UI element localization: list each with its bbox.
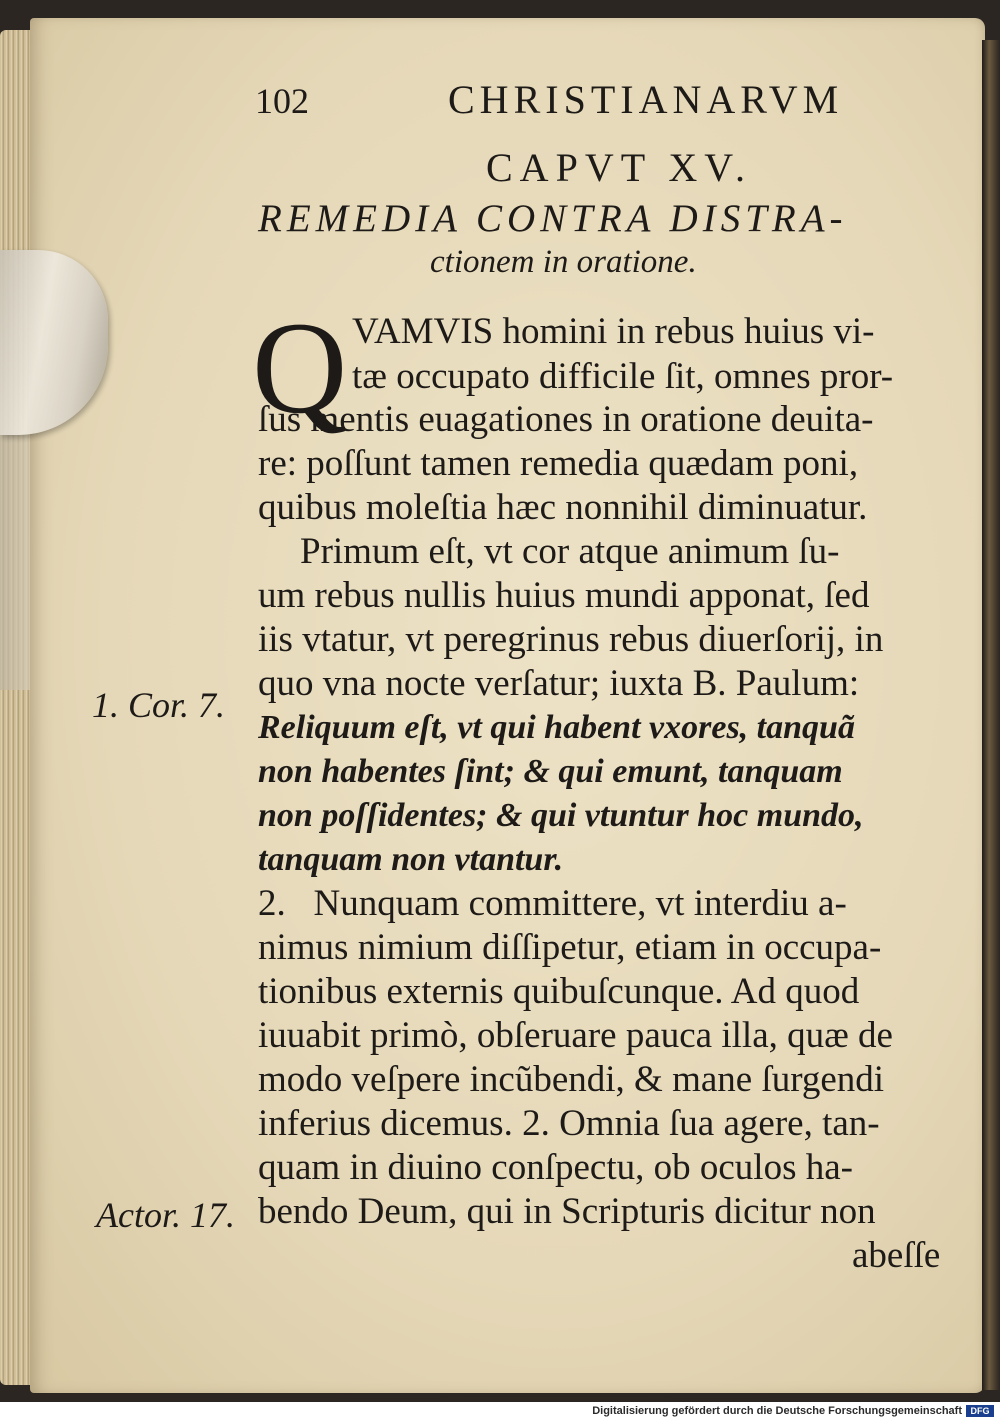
text-line: quibus moleſtia hæc nonnihil diminuatur. [258, 487, 868, 528]
text-line: tæ occupato difficile ſit, omnes pror- [352, 356, 894, 397]
text-line: iuuabit primò, obſeruare pauca illa, quæ de [258, 1015, 893, 1056]
footer-bar [0, 1402, 1000, 1420]
text-line: quo vna nocte verſatur; iuxta B. Paulum: [258, 663, 860, 704]
text-line: quam in diuino conſpectu, ob oculos ha- [258, 1147, 853, 1188]
book-right-edge [982, 40, 1000, 1390]
drop-cap: Q [252, 294, 348, 441]
text-line-italic: Reliquum eſt, vt qui habent vxores, tanquã [258, 709, 855, 746]
text-line-italic: non poſſidentes; & qui vtuntur hoc mundo, [258, 797, 864, 834]
page-number: 102 [255, 81, 309, 121]
text-line: VAMVIS homini in rebus huius vi- [352, 311, 875, 352]
dfg-logo: DFG [966, 1405, 994, 1417]
text-line: nimus nimium diſſipetur, etiam in occupa- [258, 927, 882, 968]
text-line: ſus mentis euagationes in oratione deuita- [258, 399, 874, 440]
text-line: modo veſpere incũbendi, & mane ſurgendi [258, 1059, 885, 1100]
text-line-italic: non habentes ſint; & qui emunt, tanquam [258, 753, 843, 790]
funding-notice: Digitalisierung gefördert durch die Deutsche Forschungsgemeinschaft [592, 1405, 962, 1417]
text-line: tionibus externis quibuſcunque. Ad quod [258, 971, 860, 1012]
margin-note: 1. Cor. 7. [92, 685, 226, 725]
text-line: um rebus nullis huius mundi apponat, ſed [258, 575, 870, 616]
gutter-shadow [0, 430, 30, 690]
text-line: Primum eſt, vt cor atque animum ſu- [300, 531, 840, 572]
catchword: abeſſe [852, 1235, 941, 1276]
text-line: bendo Deum, qui in Scripturis dicitur non [258, 1191, 876, 1232]
margin-note: Actor. 17. [96, 1195, 235, 1235]
text-line-italic: tanquam non vtantur. [258, 841, 564, 878]
text-line: re: poſſunt tamen remedia quædam poni, [258, 443, 859, 484]
running-title: CHRISTIANARVM [448, 77, 844, 122]
rubric-line-2: ctionem in oratione. [430, 244, 697, 280]
text-line: iis vtatur, vt peregrinus rebus diuerſorij, in [258, 619, 884, 660]
text-line: 2. Nunquam committere, vt interdiu a- [258, 883, 847, 924]
rubric-line-1: REMEDIA CONTRA DISTRA- [258, 197, 848, 240]
chapter-heading: CAPVT XV. [486, 145, 753, 190]
text-line: inferius dicemus. 2. Omnia ſua agere, tan- [258, 1103, 880, 1144]
